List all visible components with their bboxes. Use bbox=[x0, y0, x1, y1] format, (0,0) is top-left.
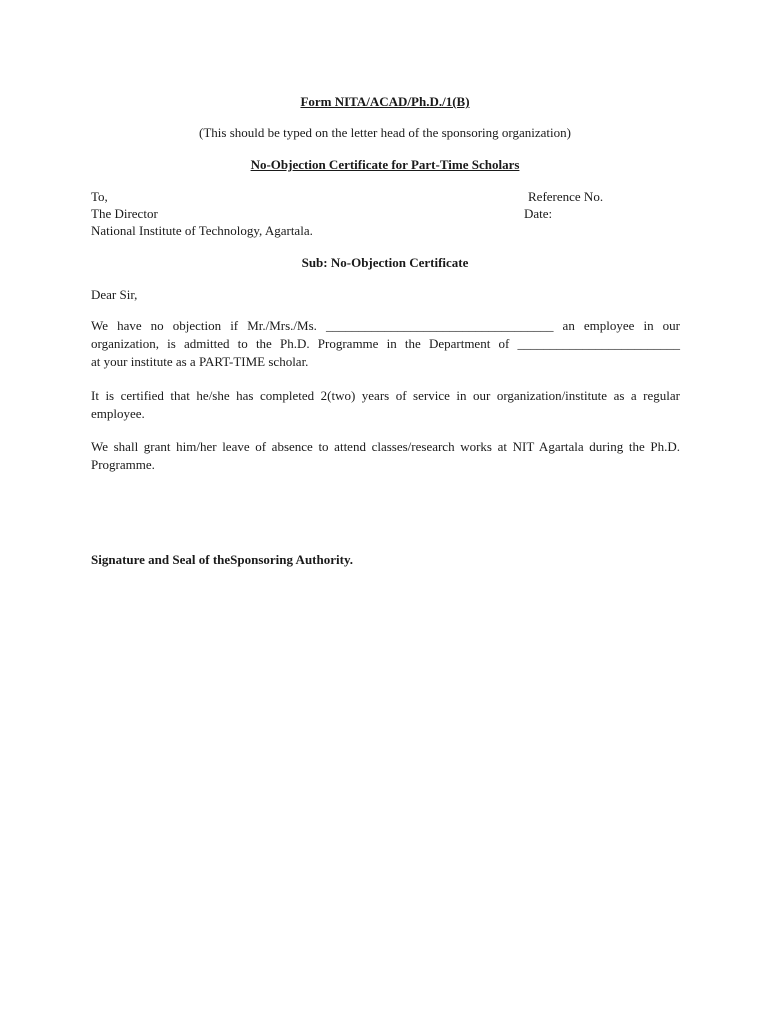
paragraph-line: We have no objection if Mr./Mrs./Ms. ___________________________________ an employee in our bbox=[91, 318, 680, 333]
address-line-director: The Director bbox=[91, 206, 158, 221]
paragraph-service-certification bbox=[91, 387, 680, 423]
recipient-address bbox=[91, 188, 313, 239]
paragraph-line: We shall grant him/her leave of absence to attend classes/research works at NIT Agartala during the Ph.D. bbox=[91, 439, 680, 454]
subject-line: Sub: No-Objection Certificate bbox=[301, 255, 469, 270]
paragraph-line: at your institute as a PART-TIME scholar. bbox=[91, 354, 309, 369]
address-line-to: To, bbox=[91, 189, 108, 204]
date-label: Date: bbox=[524, 206, 553, 221]
paragraph-line: It is certified that he/she has completed 2(two) years of service in our organization/institute as a regular bbox=[91, 388, 680, 403]
paragraph-line: organization, is admitted to the Ph.D. Programme in the Department of _________________________ bbox=[91, 336, 680, 351]
paragraph-leave-grant bbox=[91, 438, 680, 474]
paragraph-line: employee. bbox=[91, 406, 145, 421]
certificate-title: No-Objection Certificate for Part-Time Scholars bbox=[250, 157, 520, 172]
signature-line: Signature and Seal of theSponsoring Authority. bbox=[91, 552, 353, 567]
form-number: Form NITA/ACAD/Ph.D./1(B) bbox=[300, 94, 470, 109]
address-line-institute: National Institute of Technology, Agartala. bbox=[91, 223, 313, 238]
reference-block bbox=[524, 188, 603, 222]
reference-number-label: Reference No. bbox=[528, 189, 604, 204]
paragraph-no-objection bbox=[91, 317, 680, 371]
letterhead-instruction: (This should be typed on the letter head of the sponsoring organization) bbox=[199, 125, 571, 140]
paragraph-line: Programme. bbox=[91, 457, 155, 472]
salutation: Dear Sir, bbox=[91, 287, 138, 302]
